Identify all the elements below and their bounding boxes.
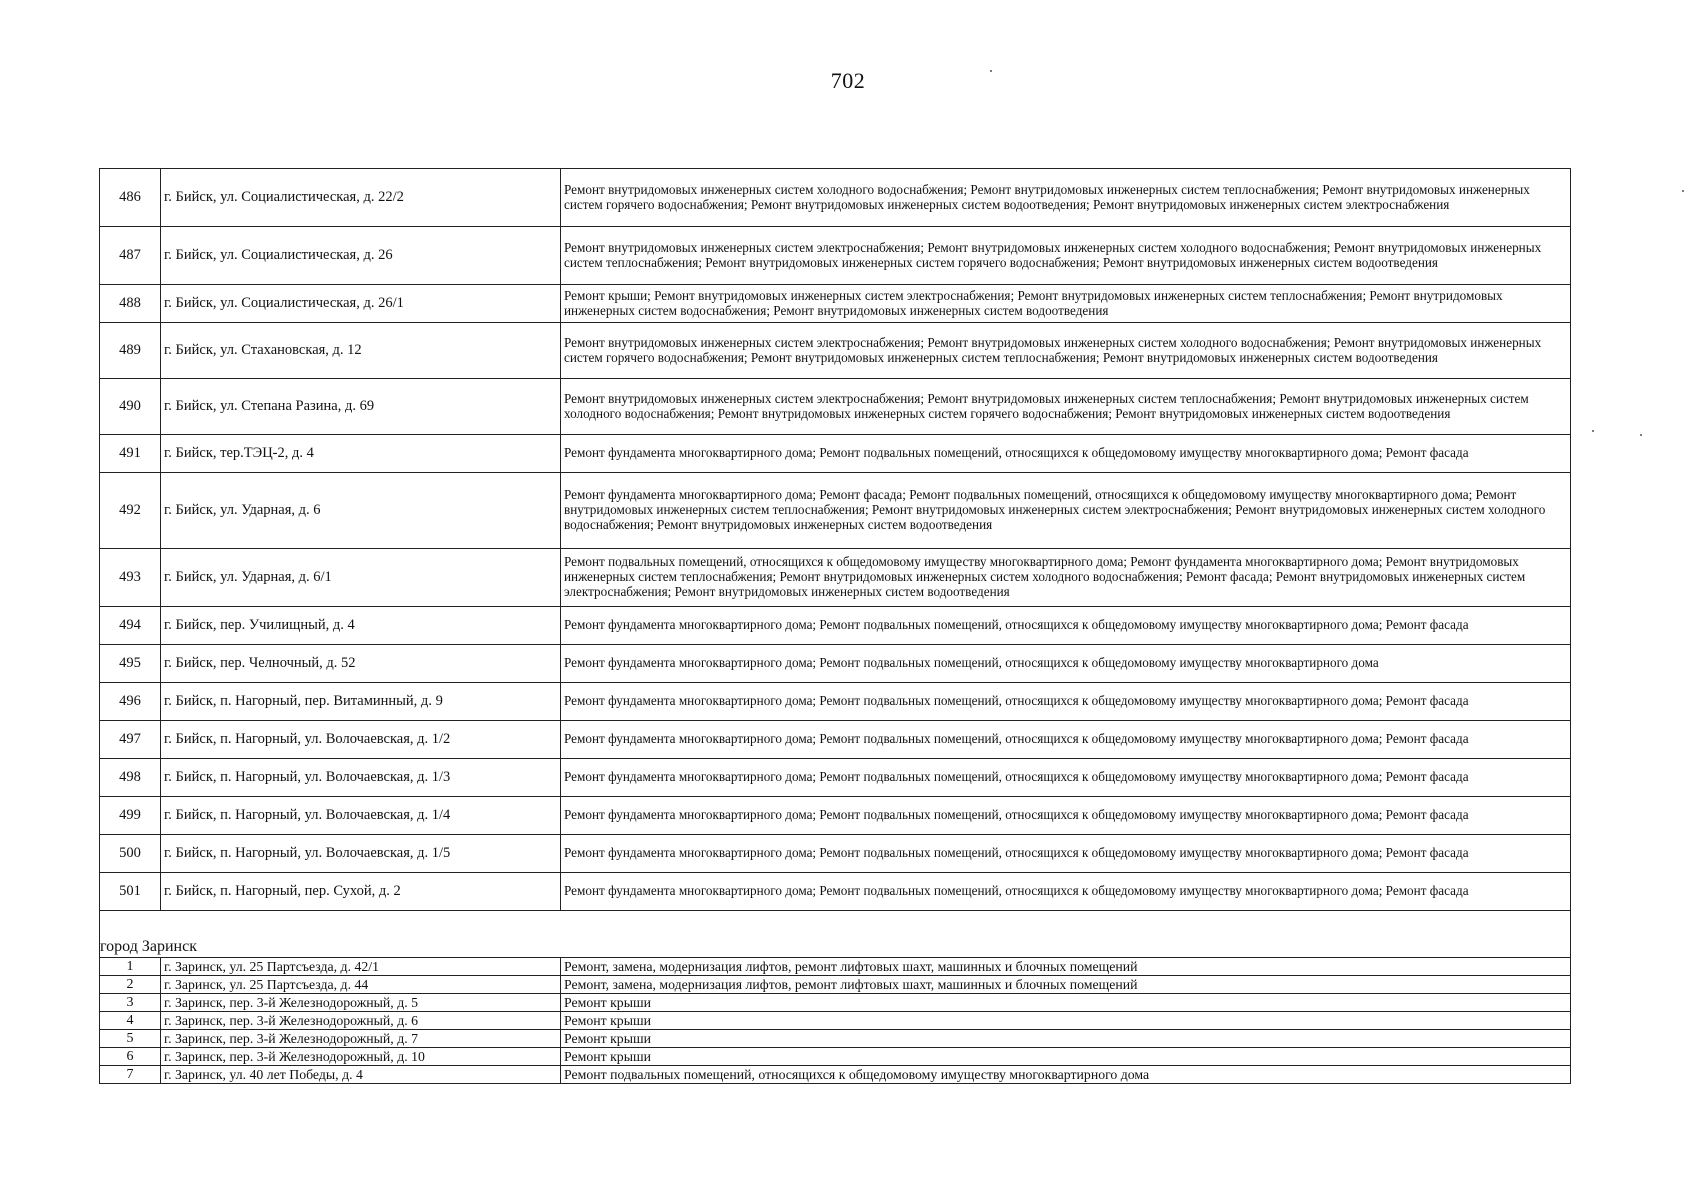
row-works: Ремонт внутридомовых инженерных систем электроснабжения; Ремонт внутридомовых инженерных систем холодного водоснабжения; Ремонт внутридомовых инженерных систем теплоснабжения; Ремонт внутридомовых инженерных систем горячего водоснабжения; Ремонт внутридомовых инженерных систем водоотведения bbox=[561, 227, 1571, 285]
table-row bbox=[100, 607, 1571, 645]
table-row bbox=[100, 1030, 1571, 1048]
table-row bbox=[100, 285, 1571, 323]
row-address: г. Бийск, пер. Челночный, д. 52 bbox=[161, 645, 561, 683]
row-number: 497 bbox=[100, 721, 161, 759]
row-address: г. Бийск, тер.ТЭЦ-2, д. 4 bbox=[161, 435, 561, 473]
row-address: г. Бийск, ул. Ударная, д. 6/1 bbox=[161, 549, 561, 607]
row-number: 499 bbox=[100, 797, 161, 835]
table-row bbox=[100, 835, 1571, 873]
row-number: 488 bbox=[100, 285, 161, 323]
row-address: г. Бийск, ул. Ударная, д. 6 bbox=[161, 473, 561, 549]
row-address: г. Бийск, ул. Социалистическая, д. 26/1 bbox=[161, 285, 561, 323]
row-works: Ремонт, замена, модернизация лифтов, ремонт лифтовых шахт, машинных и блочных помещений bbox=[561, 976, 1571, 994]
row-address: г. Бийск, п. Нагорный, ул. Волочаевская, д. 1/5 bbox=[161, 835, 561, 873]
row-works: Ремонт фундамента многоквартирного дома; Ремонт фасада; Ремонт подвальных помещений, относящихся к общедомовому имуществу многоквартирного дома; Ремонт внутридомовых инженерных систем теплоснабжения; Ремонт внутридомовых инженерных систем электроснабжения; Ремонт внутридомовых инженерных систем холодного водоснабжения; Ремонт внутридомовых инженерных систем водоотведения bbox=[561, 473, 1571, 549]
row-number: 492 bbox=[100, 473, 161, 549]
row-number: 489 bbox=[100, 323, 161, 379]
row-address: г. Бийск, п. Нагорный, пер. Витаминный, д. 9 bbox=[161, 683, 561, 721]
table-row bbox=[100, 1048, 1571, 1066]
row-works: Ремонт крыши bbox=[561, 1030, 1571, 1048]
row-works: Ремонт крыши bbox=[561, 1012, 1571, 1030]
table-row bbox=[100, 379, 1571, 435]
row-works: Ремонт внутридомовых инженерных систем холодного водоснабжения; Ремонт внутридомовых инженерных систем теплоснабжения; Ремонт внутридомовых инженерных систем горячего водоснабжения; Ремонт внутридомовых инженерных систем водоотведения; Ремонт внутридомовых инженерных систем электроснабжения bbox=[561, 169, 1571, 227]
row-works: Ремонт подвальных помещений, относящихся к общедомовому имуществу многоквартирного дома; Ремонт фундамента многоквартирного дома; Ремонт внутридомовых инженерных систем теплоснабжения; Ремонт внутридомовых инженерных систем холодного водоснабжения; Ремонт фасада; Ремонт внутридомовых инженерных систем электроснабжения; Ремонт внутридомовых инженерных систем водоотведения bbox=[561, 549, 1571, 607]
scan-speck bbox=[1682, 190, 1684, 192]
table-row bbox=[100, 759, 1571, 797]
table-row bbox=[100, 549, 1571, 607]
section-title: город Заринск bbox=[100, 911, 1571, 958]
table-row bbox=[100, 169, 1571, 227]
row-works: Ремонт фундамента многоквартирного дома; Ремонт подвальных помещений, относящихся к общедомовому имуществу многоквартирного дома; Ремонт фасада bbox=[561, 607, 1571, 645]
row-number: 500 bbox=[100, 835, 161, 873]
table-body bbox=[100, 169, 1571, 1084]
row-works: Ремонт, замена, модернизация лифтов, ремонт лифтовых шахт, машинных и блочных помещений bbox=[561, 958, 1571, 976]
row-number: 6 bbox=[100, 1048, 161, 1066]
repair-works-table bbox=[99, 168, 1571, 1084]
table-row bbox=[100, 435, 1571, 473]
row-number: 5 bbox=[100, 1030, 161, 1048]
table-row bbox=[100, 994, 1571, 1012]
row-number: 486 bbox=[100, 169, 161, 227]
table-row bbox=[100, 1012, 1571, 1030]
row-works: Ремонт крыши; Ремонт внутридомовых инженерных систем электроснабжения; Ремонт внутридомовых инженерных систем теплоснабжения; Ремонт внутридомовых инженерных систем водоснабжения; Ремонт внутридомовых инженерных систем водоотведения bbox=[561, 285, 1571, 323]
scan-speck bbox=[1592, 430, 1594, 432]
table-row bbox=[100, 797, 1571, 835]
row-works: Ремонт фундамента многоквартирного дома; Ремонт подвальных помещений, относящихся к общедомовому имуществу многоквартирного дома bbox=[561, 645, 1571, 683]
row-works: Ремонт фундамента многоквартирного дома; Ремонт подвальных помещений, относящихся к общедомовому имуществу многоквартирного дома; Ремонт фасада bbox=[561, 835, 1571, 873]
table-row bbox=[100, 683, 1571, 721]
row-works: Ремонт фундамента многоквартирного дома; Ремонт подвальных помещений, относящихся к общедомовому имуществу многоквартирного дома; Ремонт фасада bbox=[561, 797, 1571, 835]
table-row bbox=[100, 1066, 1571, 1084]
row-number: 7 bbox=[100, 1066, 161, 1084]
table-row bbox=[100, 958, 1571, 976]
row-works: Ремонт внутридомовых инженерных систем электроснабжения; Ремонт внутридомовых инженерных систем теплоснабжения; Ремонт внутридомовых инженерных систем холодного водоснабжения; Ремонт внутридомовых инженерных систем горячего водоснабжения; Ремонт внутридомовых инженерных систем водоотведения bbox=[561, 379, 1571, 435]
row-address: г. Бийск, п. Нагорный, пер. Сухой, д. 2 bbox=[161, 873, 561, 911]
row-works: Ремонт крыши bbox=[561, 1048, 1571, 1066]
row-address: г. Бийск, ул. Стахановская, д. 12 bbox=[161, 323, 561, 379]
row-number: 4 bbox=[100, 1012, 161, 1030]
row-address: г. Бийск, ул. Социалистическая, д. 22/2 bbox=[161, 169, 561, 227]
table-row bbox=[100, 721, 1571, 759]
row-works: Ремонт подвальных помещений, относящихся к общедомовому имуществу многоквартирного дома bbox=[561, 1066, 1571, 1084]
table-row bbox=[100, 873, 1571, 911]
row-address: г. Заринск, пер. 3-й Железнодорожный, д. 7 bbox=[161, 1030, 561, 1048]
row-number: 491 bbox=[100, 435, 161, 473]
row-address: г. Заринск, ул. 25 Партсъезда, д. 44 bbox=[161, 976, 561, 994]
row-number: 1 bbox=[100, 958, 161, 976]
section-header-row bbox=[100, 911, 1571, 958]
row-address: г. Бийск, пер. Училищный, д. 4 bbox=[161, 607, 561, 645]
row-address: г. Заринск, ул. 25 Партсъезда, д. 42/1 bbox=[161, 958, 561, 976]
table-row bbox=[100, 473, 1571, 549]
row-works: Ремонт фундамента многоквартирного дома; Ремонт подвальных помещений, относящихся к общедомовому имуществу многоквартирного дома; Ремонт фасада bbox=[561, 873, 1571, 911]
row-address: г. Бийск, п. Нагорный, ул. Волочаевская, д. 1/3 bbox=[161, 759, 561, 797]
scan-speck bbox=[990, 70, 992, 72]
table-row bbox=[100, 976, 1571, 994]
row-number: 487 bbox=[100, 227, 161, 285]
row-address: г. Бийск, п. Нагорный, ул. Волочаевская, д. 1/4 bbox=[161, 797, 561, 835]
row-works: Ремонт фундамента многоквартирного дома; Ремонт подвальных помещений, относящихся к общедомовому имуществу многоквартирного дома; Ремонт фасада bbox=[561, 721, 1571, 759]
row-works: Ремонт крыши bbox=[561, 994, 1571, 1012]
row-works: Ремонт внутридомовых инженерных систем электроснабжения; Ремонт внутридомовых инженерных систем холодного водоснабжения; Ремонт внутридомовых инженерных систем горячего водоснабжения; Ремонт внутридомовых инженерных систем теплоснабжения; Ремонт внутридомовых инженерных систем водоотведения bbox=[561, 323, 1571, 379]
row-works: Ремонт фундамента многоквартирного дома; Ремонт подвальных помещений, относящихся к общедомовому имуществу многоквартирного дома; Ремонт фасада bbox=[561, 683, 1571, 721]
row-number: 493 bbox=[100, 549, 161, 607]
row-address: г. Бийск, ул. Социалистическая, д. 26 bbox=[161, 227, 561, 285]
row-address: г. Заринск, пер. 3-й Железнодорожный, д. 5 bbox=[161, 994, 561, 1012]
row-address: г. Бийск, ул. Степана Разина, д. 69 bbox=[161, 379, 561, 435]
row-number: 495 bbox=[100, 645, 161, 683]
row-address: г. Бийск, п. Нагорный, ул. Волочаевская, д. 1/2 bbox=[161, 721, 561, 759]
row-address: г. Заринск, ул. 40 лет Победы, д. 4 bbox=[161, 1066, 561, 1084]
row-address: г. Заринск, пер. 3-й Железнодорожный, д. 6 bbox=[161, 1012, 561, 1030]
row-number: 496 bbox=[100, 683, 161, 721]
row-number: 3 bbox=[100, 994, 161, 1012]
row-number: 2 bbox=[100, 976, 161, 994]
row-number: 494 bbox=[100, 607, 161, 645]
table-row bbox=[100, 227, 1571, 285]
table-row bbox=[100, 645, 1571, 683]
row-works: Ремонт фундамента многоквартирного дома; Ремонт подвальных помещений, относящихся к общедомовому имуществу многоквартирного дома; Ремонт фасада bbox=[561, 435, 1571, 473]
scan-speck bbox=[1640, 434, 1642, 436]
row-number: 490 bbox=[100, 379, 161, 435]
row-address: г. Заринск, пер. 3-й Железнодорожный, д. 10 bbox=[161, 1048, 561, 1066]
table-row bbox=[100, 323, 1571, 379]
page-number: 702 bbox=[830, 68, 866, 93]
row-works: Ремонт фундамента многоквартирного дома; Ремонт подвальных помещений, относящихся к общедомовому имуществу многоквартирного дома; Ремонт фасада bbox=[561, 759, 1571, 797]
row-number: 498 bbox=[100, 759, 161, 797]
row-number: 501 bbox=[100, 873, 161, 911]
